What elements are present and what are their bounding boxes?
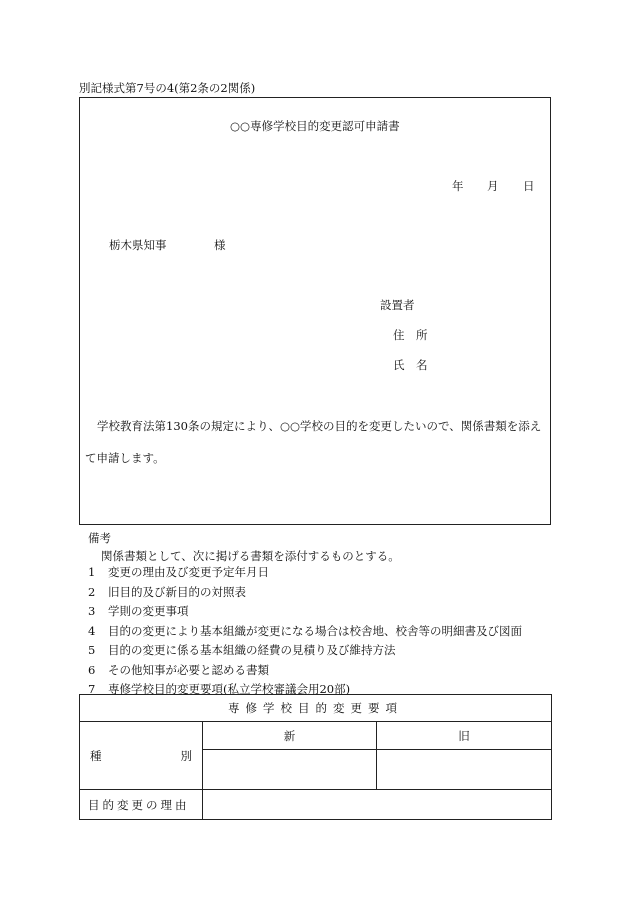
list-item (88, 565, 522, 585)
list-item-text: その他知事が必要と認める書類 (108, 662, 269, 677)
remarks-title: 備考 (88, 531, 111, 545)
reason-label-cell: 目的変更の理由 (80, 790, 203, 820)
list-item-text: 目的の変更により基本組織が変更になる場合は校舎地、校舎等の明細書及び図面 (108, 623, 522, 638)
list-item (88, 624, 522, 644)
application-body-line-1: 学校教育法第130条の規定により、○○学校の目的を変更したいので、関係書類を添え (97, 419, 542, 433)
list-item (88, 663, 522, 683)
form-number-label: 別記様式第7号の4(第2条の2関係) (79, 81, 256, 95)
name-label: 氏 名 (393, 358, 428, 372)
date-day-label: 日 (523, 179, 535, 193)
founder-label: 設置者 (380, 298, 415, 312)
list-item-text: 専修学校目的変更要項(私立学校審議会用20部) (108, 682, 351, 696)
list-item-number: 1 (88, 565, 96, 579)
table-row (80, 695, 552, 722)
type-label-char-1: 種 (90, 748, 102, 763)
table-row (80, 790, 552, 820)
list-item-number: 7 (88, 682, 96, 696)
list-item (88, 585, 522, 605)
purpose-change-summary-table (79, 694, 552, 820)
list-item (88, 643, 522, 663)
type-label-char-2: 別 (180, 748, 192, 763)
list-item-text: 旧目的及び新目的の対照表 (108, 584, 246, 599)
column-header-old: 旧 (377, 722, 552, 750)
remarks-intro: 関係書類として、次に掲げる書類を添付するものとする。 (101, 549, 400, 563)
application-body-line-2: て申請します。 (85, 451, 165, 465)
list-item-number: 3 (88, 604, 96, 618)
list-item-text: 学則の変更事項 (108, 604, 189, 618)
address-label: 住 所 (393, 328, 428, 342)
application-form (79, 97, 551, 525)
date-month-label: 月 (487, 179, 499, 193)
list-item-text: 変更の理由及び変更予定年月日 (108, 565, 269, 579)
column-header-new: 新 (203, 722, 377, 750)
page-bottom-margin (0, 820, 630, 903)
list-item-number: 4 (88, 623, 96, 638)
type-new-cell (203, 750, 377, 790)
attachment-list (88, 565, 522, 702)
list-item-number: 5 (88, 643, 96, 657)
reason-value-cell (203, 790, 552, 820)
list-item (88, 604, 522, 624)
honorific: 様 (214, 238, 226, 252)
table-row (80, 722, 552, 750)
date-year-label: 年 (452, 179, 464, 193)
type-label-cell (80, 722, 203, 790)
summary-table-title: 専修学校目的変更要項 (80, 695, 552, 722)
form-title: ○○専修学校目的変更認可申請書 (230, 119, 400, 133)
list-item-number: 2 (88, 584, 96, 599)
list-item-number: 6 (88, 662, 96, 677)
list-item-text: 目的の変更に係る基本組織の経費の見積り及び維持方法 (108, 643, 396, 657)
addressee: 栃木県知事 (109, 238, 167, 252)
type-old-cell (377, 750, 552, 790)
